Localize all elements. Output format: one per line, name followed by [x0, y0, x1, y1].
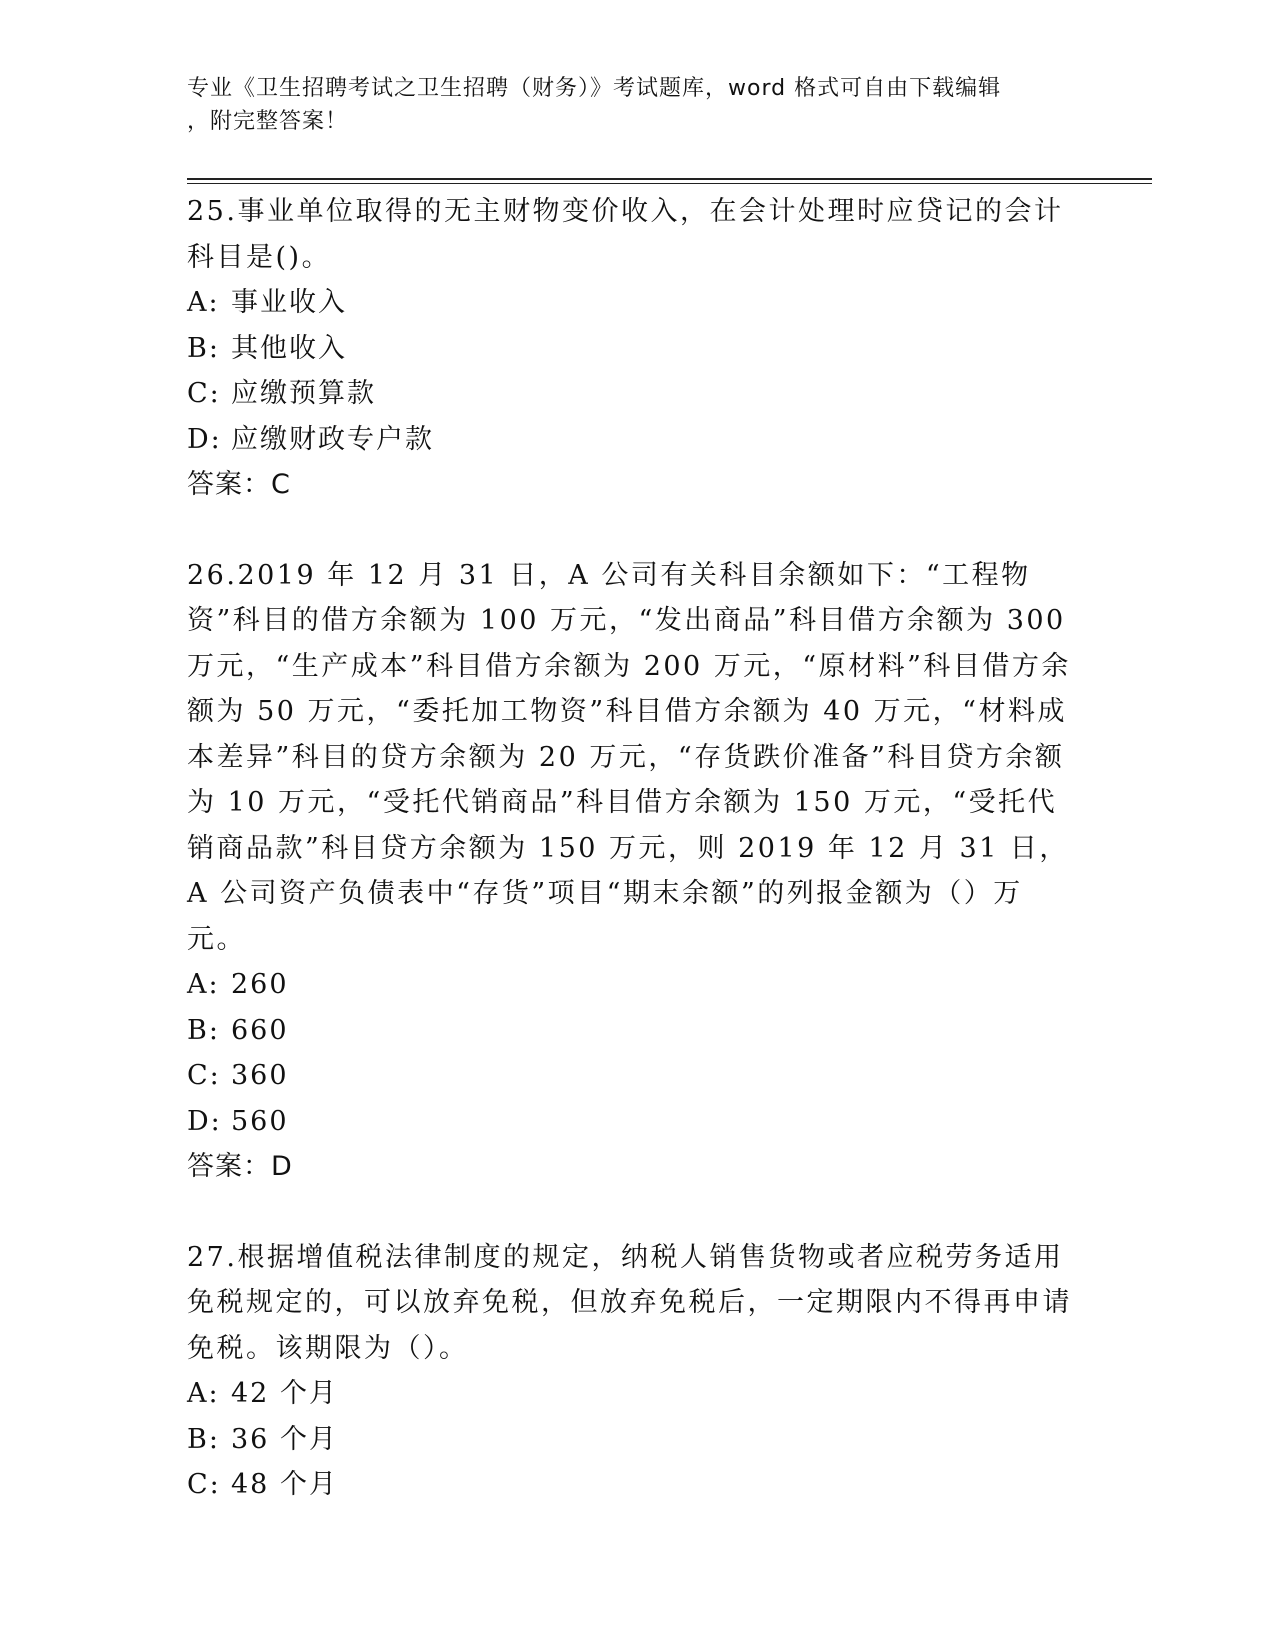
- header-rule-thin: [187, 183, 1152, 184]
- header-line-2: ，附完整答案！: [187, 109, 349, 134]
- question-text: 25.事业单位取得的无主财物变价收入，在会计处理时应贷记的会计科目是()。: [187, 196, 1064, 273]
- option-label: D:: [187, 423, 222, 455]
- header-rule-thick: [187, 178, 1152, 180]
- spacer: [187, 1190, 1077, 1235]
- option-text: 事业收入: [231, 287, 347, 318]
- option-a: [187, 962, 1077, 1008]
- option-text: 应缴财政专户款: [231, 423, 434, 455]
- option-c: [187, 371, 1077, 417]
- option-text: 48 个月: [231, 1469, 338, 1500]
- option-label: A:: [187, 969, 220, 1000]
- option-b: [187, 1417, 1077, 1463]
- option-b: [187, 1008, 1077, 1054]
- option-c: [187, 1462, 1077, 1508]
- option-label: C:: [187, 1469, 221, 1500]
- option-text: 42 个月: [231, 1378, 338, 1409]
- option-label: B:: [187, 1423, 220, 1455]
- option-label: B:: [187, 1014, 220, 1046]
- option-a: [187, 280, 1077, 326]
- option-label: C:: [187, 1060, 221, 1091]
- option-text: 36 个月: [231, 1423, 338, 1455]
- option-label: A:: [187, 287, 220, 318]
- spacer: [187, 508, 1077, 553]
- option-d: [187, 417, 1077, 463]
- option-label: D:: [187, 1105, 222, 1137]
- option-text: 560: [231, 1105, 289, 1137]
- question-list: [187, 189, 1077, 1508]
- header-line-1: 专业《卫生招聘考试之卫生招聘（财务）》考试题库，word 格式可自由下载编辑: [187, 76, 1002, 101]
- answer: 答案：C: [187, 469, 291, 500]
- option-c: [187, 1053, 1077, 1099]
- option-text: 其他收入: [231, 332, 347, 364]
- option-text: 260: [231, 969, 289, 1000]
- question-25: [187, 189, 1077, 508]
- question-26: [187, 553, 1077, 1190]
- option-label: A:: [187, 1378, 220, 1409]
- option-a: [187, 1371, 1077, 1417]
- question-text: 26.2019 年 12 月 31 日，A 公司有关科目余额如下：“工程物资”科目的借方余额为 100 万元，“发出商品”科目借方余额为 300 万元，“生产成本”科目借方余额为 200 万元，“原材料”科目借方余额为 50 万元，“委托加工物资”科目借方余额为 40 万元，“材料成本差异”科目的贷方余额为 20 万元，“存货跌价准备”科目贷方余额为 10 万元，“受托代销商品”科目借方余额为 150 万元，“受托代销商品款”科目贷方余额为 150 万元，则 2019 年 12 月 31 日，A 公司资产负债表中“存货”项目“期末余额”的列报金额为（）万元。: [187, 559, 1071, 955]
- option-d: [187, 1099, 1077, 1145]
- document-header: [187, 72, 1067, 138]
- option-text: 应缴预算款: [231, 378, 376, 409]
- option-label: B:: [187, 332, 220, 364]
- question-text: 27.根据增值税法律制度的规定，纳税人销售货物或者应税劳务适用免税规定的，可以放弃免税，但放弃免税后，一定期限内不得再申请免税。该期限为（）。: [187, 1241, 1072, 1364]
- option-text: 660: [231, 1014, 289, 1046]
- answer: 答案：D: [187, 1151, 293, 1182]
- question-27: [187, 1235, 1077, 1508]
- option-label: C:: [187, 378, 221, 409]
- option-b: [187, 326, 1077, 372]
- option-text: 360: [231, 1060, 289, 1091]
